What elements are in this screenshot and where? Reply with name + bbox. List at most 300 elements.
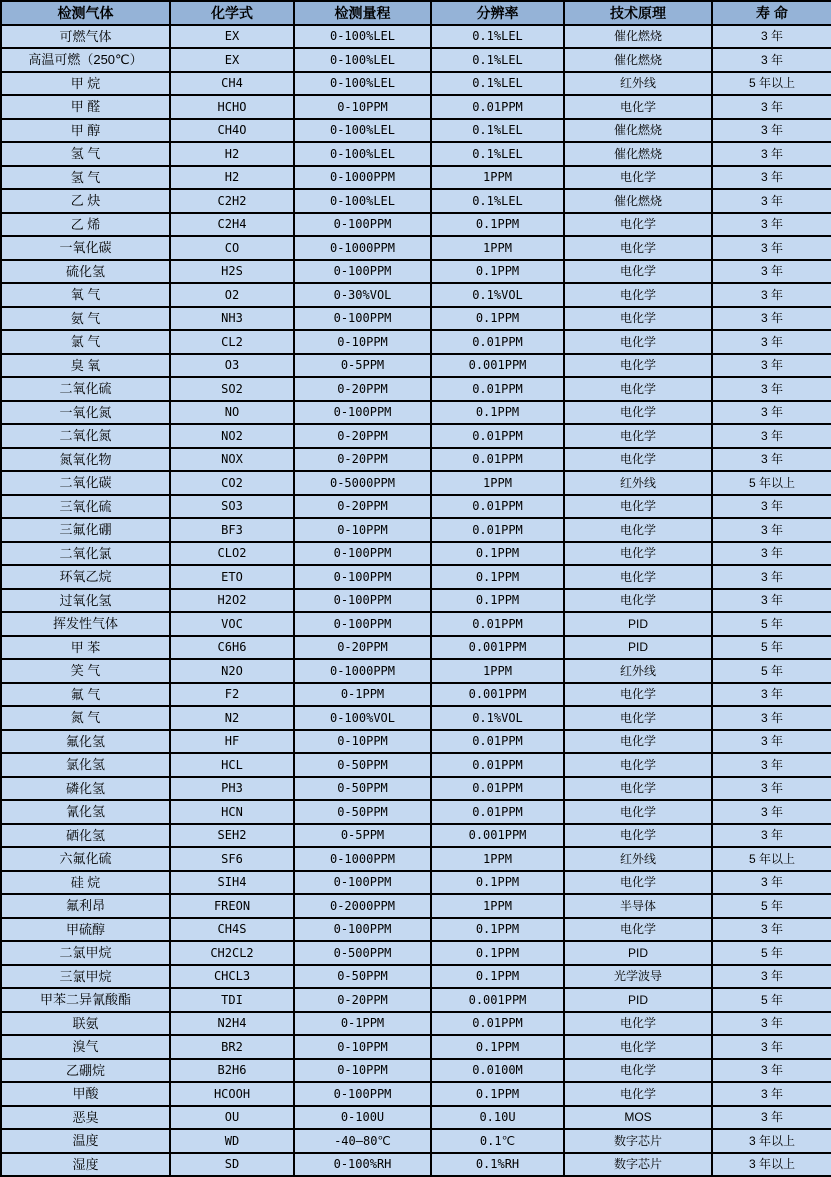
table-row	[1, 918, 831, 942]
cell-formula: EX	[170, 25, 294, 49]
cell-formula: SF6	[170, 847, 294, 871]
table-row	[1, 236, 831, 260]
cell-life: 3 年	[712, 424, 831, 448]
cell-life: 3 年	[712, 377, 831, 401]
cell-res: 0.1PPM	[431, 589, 564, 613]
cell-res: 1PPM	[431, 894, 564, 918]
cell-gas: 甲 烷	[1, 72, 170, 96]
cell-life: 3 年	[712, 918, 831, 942]
cell-range: 0-100%LEL	[294, 72, 431, 96]
cell-tech: 数字芯片	[564, 1129, 712, 1153]
cell-life: 3 年	[712, 307, 831, 331]
cell-range: 0-1000PPM	[294, 236, 431, 260]
cell-formula: CH4	[170, 72, 294, 96]
cell-res: 0.1%LEL	[431, 72, 564, 96]
cell-formula: O3	[170, 354, 294, 378]
cell-res: 0.1PPM	[431, 307, 564, 331]
cell-range: 0-10PPM	[294, 95, 431, 119]
cell-range: 0-20PPM	[294, 377, 431, 401]
cell-life: 5 年以上	[712, 72, 831, 96]
cell-res: 0.01PPM	[431, 330, 564, 354]
cell-range: 0-20PPM	[294, 424, 431, 448]
table-row	[1, 283, 831, 307]
cell-gas: 一氧化氮	[1, 401, 170, 425]
cell-life: 3 年	[712, 800, 831, 824]
cell-life: 3 年	[712, 753, 831, 777]
cell-tech: 电化学	[564, 260, 712, 284]
cell-range: 0-5PPM	[294, 824, 431, 848]
cell-formula: SO3	[170, 495, 294, 519]
cell-life: 5 年以上	[712, 847, 831, 871]
cell-formula: N2	[170, 706, 294, 730]
cell-formula: CHCL3	[170, 965, 294, 989]
cell-formula: H2	[170, 166, 294, 190]
cell-res: 0.1PPM	[431, 918, 564, 942]
cell-tech: 电化学	[564, 824, 712, 848]
cell-range: 0-10PPM	[294, 1035, 431, 1059]
cell-life: 5 年	[712, 941, 831, 965]
cell-tech: 电化学	[564, 589, 712, 613]
cell-formula: HF	[170, 730, 294, 754]
cell-range: 0-50PPM	[294, 800, 431, 824]
table-row	[1, 330, 831, 354]
table-row	[1, 1082, 831, 1106]
cell-tech: 电化学	[564, 166, 712, 190]
cell-formula: N2H4	[170, 1012, 294, 1036]
cell-range: 0-1PPM	[294, 683, 431, 707]
cell-gas: 高温可燃（250℃）	[1, 48, 170, 72]
cell-formula: NH3	[170, 307, 294, 331]
cell-tech: 电化学	[564, 730, 712, 754]
cell-gas: 六氟化硫	[1, 847, 170, 871]
table-row	[1, 72, 831, 96]
table-row	[1, 448, 831, 472]
cell-life: 3 年	[712, 283, 831, 307]
cell-res: 1PPM	[431, 847, 564, 871]
table-row	[1, 495, 831, 519]
table-row	[1, 424, 831, 448]
table-row	[1, 260, 831, 284]
cell-life: 3 年	[712, 236, 831, 260]
cell-res: 0.1%VOL	[431, 283, 564, 307]
cell-range: 0-100PPM	[294, 565, 431, 589]
cell-range: 0-1000PPM	[294, 166, 431, 190]
cell-formula: OU	[170, 1106, 294, 1130]
cell-tech: 催化燃烧	[564, 25, 712, 49]
cell-life: 3 年	[712, 330, 831, 354]
cell-res: 0.1PPM	[431, 871, 564, 895]
cell-tech: 电化学	[564, 683, 712, 707]
cell-tech: 电化学	[564, 330, 712, 354]
cell-formula: N2O	[170, 659, 294, 683]
cell-gas: 磷化氢	[1, 777, 170, 801]
cell-formula: HCHO	[170, 95, 294, 119]
cell-life: 3 年	[712, 1059, 831, 1083]
cell-range: 0-50PPM	[294, 777, 431, 801]
cell-gas: 氧 气	[1, 283, 170, 307]
cell-tech: 催化燃烧	[564, 142, 712, 166]
cell-range: 0-50PPM	[294, 753, 431, 777]
cell-life: 3 年	[712, 401, 831, 425]
cell-life: 5 年	[712, 988, 831, 1012]
table-row	[1, 1035, 831, 1059]
cell-tech: 红外线	[564, 72, 712, 96]
cell-life: 3 年	[712, 542, 831, 566]
table-row	[1, 894, 831, 918]
table-row	[1, 307, 831, 331]
cell-tech: 电化学	[564, 542, 712, 566]
cell-life: 3 年	[712, 354, 831, 378]
cell-tech: 电化学	[564, 800, 712, 824]
table-row	[1, 189, 831, 213]
cell-formula: H2O2	[170, 589, 294, 613]
cell-range: 0-100PPM	[294, 307, 431, 331]
cell-res: 0.1%RH	[431, 1153, 564, 1177]
cell-life: 3 年	[712, 871, 831, 895]
cell-range: 0-1PPM	[294, 1012, 431, 1036]
table-row	[1, 988, 831, 1012]
cell-res: 0.1%LEL	[431, 25, 564, 49]
cell-gas: 甲 苯	[1, 636, 170, 660]
cell-res: 0.001PPM	[431, 683, 564, 707]
table-row	[1, 1059, 831, 1083]
cell-formula: NO2	[170, 424, 294, 448]
table-row	[1, 48, 831, 72]
cell-formula: B2H6	[170, 1059, 294, 1083]
table-row	[1, 471, 831, 495]
cell-formula: SEH2	[170, 824, 294, 848]
table-row	[1, 965, 831, 989]
cell-formula: EX	[170, 48, 294, 72]
column-header-tech: 技术原理	[564, 1, 712, 25]
cell-gas: 硫化氢	[1, 260, 170, 284]
column-header-range: 检测量程	[294, 1, 431, 25]
cell-res: 0.001PPM	[431, 824, 564, 848]
cell-res: 0.1PPM	[431, 260, 564, 284]
cell-gas: 三氟化硼	[1, 518, 170, 542]
table-row	[1, 612, 831, 636]
cell-life: 3 年	[712, 565, 831, 589]
cell-res: 0.1PPM	[431, 1082, 564, 1106]
cell-tech: 催化燃烧	[564, 189, 712, 213]
cell-range: 0-100PPM	[294, 612, 431, 636]
cell-gas: 氢 气	[1, 166, 170, 190]
cell-res: 0.001PPM	[431, 988, 564, 1012]
table-row	[1, 800, 831, 824]
cell-res: 0.01PPM	[431, 448, 564, 472]
table-row	[1, 589, 831, 613]
cell-gas: 氰化氢	[1, 800, 170, 824]
cell-res: 0.0100M	[431, 1059, 564, 1083]
header-row	[1, 1, 831, 25]
table-row	[1, 142, 831, 166]
cell-formula: SIH4	[170, 871, 294, 895]
cell-life: 3 年	[712, 730, 831, 754]
cell-range: 0-10PPM	[294, 730, 431, 754]
cell-tech: PID	[564, 941, 712, 965]
cell-tech: 电化学	[564, 495, 712, 519]
cell-formula: PH3	[170, 777, 294, 801]
cell-range: 0-5PPM	[294, 354, 431, 378]
cell-tech: 催化燃烧	[564, 119, 712, 143]
cell-res: 0.1℃	[431, 1129, 564, 1153]
table-row	[1, 824, 831, 848]
cell-gas: 三氧化硫	[1, 495, 170, 519]
cell-res: 0.10U	[431, 1106, 564, 1130]
cell-tech: 红外线	[564, 659, 712, 683]
cell-formula: C2H4	[170, 213, 294, 237]
table-row	[1, 730, 831, 754]
cell-life: 3 年	[712, 589, 831, 613]
cell-formula: H2S	[170, 260, 294, 284]
cell-range: 0-100%RH	[294, 1153, 431, 1177]
cell-formula: SO2	[170, 377, 294, 401]
cell-tech: PID	[564, 988, 712, 1012]
cell-res: 0.01PPM	[431, 377, 564, 401]
cell-formula: VOC	[170, 612, 294, 636]
cell-range: 0-100PPM	[294, 213, 431, 237]
table-row	[1, 683, 831, 707]
cell-gas: 可燃气体	[1, 25, 170, 49]
cell-gas: 氟化氢	[1, 730, 170, 754]
cell-range: 0-10PPM	[294, 1059, 431, 1083]
cell-res: 0.1PPM	[431, 213, 564, 237]
cell-gas: 温度	[1, 1129, 170, 1153]
column-header-gas: 检测气体	[1, 1, 170, 25]
cell-range: 0-50PPM	[294, 965, 431, 989]
cell-gas: 甲 醇	[1, 119, 170, 143]
cell-res: 0.01PPM	[431, 800, 564, 824]
cell-gas: 甲硫醇	[1, 918, 170, 942]
cell-gas: 过氧化氢	[1, 589, 170, 613]
cell-tech: 电化学	[564, 95, 712, 119]
table-row	[1, 377, 831, 401]
cell-tech: 电化学	[564, 565, 712, 589]
cell-tech: 电化学	[564, 753, 712, 777]
cell-range: 0-2000PPM	[294, 894, 431, 918]
table-row	[1, 659, 831, 683]
cell-tech: 光学波导	[564, 965, 712, 989]
table-row	[1, 636, 831, 660]
cell-life: 3 年以上	[712, 1153, 831, 1177]
cell-life: 3 年	[712, 48, 831, 72]
cell-res: 0.1PPM	[431, 1035, 564, 1059]
cell-range: 0-100%VOL	[294, 706, 431, 730]
cell-gas: 氨 气	[1, 307, 170, 331]
cell-range: -40—80℃	[294, 1129, 431, 1153]
cell-gas: 乙 烯	[1, 213, 170, 237]
cell-tech: 电化学	[564, 1035, 712, 1059]
cell-tech: 电化学	[564, 448, 712, 472]
cell-formula: HCOOH	[170, 1082, 294, 1106]
cell-range: 0-100%LEL	[294, 48, 431, 72]
cell-res: 0.01PPM	[431, 612, 564, 636]
cell-life: 5 年	[712, 636, 831, 660]
cell-life: 3 年	[712, 260, 831, 284]
cell-gas: 氮氧化物	[1, 448, 170, 472]
cell-range: 0-100PPM	[294, 871, 431, 895]
cell-res: 0.01PPM	[431, 753, 564, 777]
cell-res: 0.1%LEL	[431, 189, 564, 213]
cell-life: 5 年	[712, 894, 831, 918]
table-row	[1, 941, 831, 965]
cell-formula: CO	[170, 236, 294, 260]
cell-res: 0.01PPM	[431, 777, 564, 801]
cell-gas: 湿度	[1, 1153, 170, 1177]
cell-res: 0.1%LEL	[431, 119, 564, 143]
cell-range: 0-100%LEL	[294, 189, 431, 213]
cell-gas: 笑 气	[1, 659, 170, 683]
cell-range: 0-5000PPM	[294, 471, 431, 495]
cell-formula: CLO2	[170, 542, 294, 566]
cell-gas: 溴气	[1, 1035, 170, 1059]
cell-formula: WD	[170, 1129, 294, 1153]
cell-formula: BR2	[170, 1035, 294, 1059]
cell-range: 0-100PPM	[294, 918, 431, 942]
cell-tech: 电化学	[564, 706, 712, 730]
cell-life: 3 年	[712, 119, 831, 143]
cell-life: 5 年以上	[712, 471, 831, 495]
table-row	[1, 119, 831, 143]
cell-tech: PID	[564, 612, 712, 636]
column-header-formula: 化学式	[170, 1, 294, 25]
cell-formula: CH4S	[170, 918, 294, 942]
cell-gas: 甲 醛	[1, 95, 170, 119]
cell-res: 1PPM	[431, 236, 564, 260]
cell-life: 3 年	[712, 1082, 831, 1106]
cell-gas: 氮 气	[1, 706, 170, 730]
table-header	[1, 1, 831, 25]
cell-formula: BF3	[170, 518, 294, 542]
cell-tech: 电化学	[564, 213, 712, 237]
cell-range: 0-20PPM	[294, 448, 431, 472]
cell-gas: 氯化氢	[1, 753, 170, 777]
cell-gas: 臭 氧	[1, 354, 170, 378]
cell-life: 3 年	[712, 965, 831, 989]
cell-formula: O2	[170, 283, 294, 307]
cell-gas: 二氧化氯	[1, 542, 170, 566]
cell-life: 3 年	[712, 824, 831, 848]
cell-tech: 数字芯片	[564, 1153, 712, 1177]
table-row	[1, 847, 831, 871]
cell-life: 3 年	[712, 142, 831, 166]
cell-tech: 电化学	[564, 1082, 712, 1106]
cell-gas: 硅 烷	[1, 871, 170, 895]
table-row	[1, 1129, 831, 1153]
cell-res: 0.1%VOL	[431, 706, 564, 730]
table-row	[1, 753, 831, 777]
cell-tech: 红外线	[564, 471, 712, 495]
cell-gas: 环氧乙烷	[1, 565, 170, 589]
cell-formula: CH2CL2	[170, 941, 294, 965]
cell-res: 1PPM	[431, 471, 564, 495]
table-body	[1, 25, 831, 1177]
cell-life: 3 年	[712, 706, 831, 730]
cell-tech: 电化学	[564, 918, 712, 942]
cell-res: 0.01PPM	[431, 518, 564, 542]
cell-formula: NO	[170, 401, 294, 425]
cell-gas: 二氯甲烷	[1, 941, 170, 965]
table-row	[1, 565, 831, 589]
cell-range: 0-100PPM	[294, 260, 431, 284]
cell-range: 0-20PPM	[294, 495, 431, 519]
cell-gas: 乙 炔	[1, 189, 170, 213]
table-row	[1, 1106, 831, 1130]
cell-res: 0.1PPM	[431, 941, 564, 965]
table-row	[1, 518, 831, 542]
cell-formula: H2	[170, 142, 294, 166]
cell-res: 0.01PPM	[431, 495, 564, 519]
cell-formula: F2	[170, 683, 294, 707]
cell-tech: 电化学	[564, 424, 712, 448]
cell-tech: 电化学	[564, 307, 712, 331]
cell-life: 5 年	[712, 659, 831, 683]
cell-life: 3 年	[712, 1012, 831, 1036]
column-header-life: 寿 命	[712, 1, 831, 25]
cell-range: 0-10PPM	[294, 330, 431, 354]
cell-gas: 三氯甲烷	[1, 965, 170, 989]
cell-formula: HCL	[170, 753, 294, 777]
cell-tech: 电化学	[564, 777, 712, 801]
table-row	[1, 25, 831, 49]
cell-formula: HCN	[170, 800, 294, 824]
cell-range: 0-100U	[294, 1106, 431, 1130]
cell-formula: TDI	[170, 988, 294, 1012]
cell-range: 0-1000PPM	[294, 659, 431, 683]
cell-range: 0-20PPM	[294, 988, 431, 1012]
cell-formula: SD	[170, 1153, 294, 1177]
cell-life: 3 年	[712, 777, 831, 801]
cell-life: 3 年	[712, 189, 831, 213]
cell-res: 0.01PPM	[431, 1012, 564, 1036]
table-row	[1, 213, 831, 237]
cell-life: 3 年	[712, 1035, 831, 1059]
cell-res: 0.01PPM	[431, 730, 564, 754]
cell-life: 3 年	[712, 1106, 831, 1130]
cell-range: 0-100PPM	[294, 1082, 431, 1106]
cell-tech: 电化学	[564, 1012, 712, 1036]
cell-range: 0-100PPM	[294, 542, 431, 566]
cell-formula: NOX	[170, 448, 294, 472]
cell-range: 0-30%VOL	[294, 283, 431, 307]
cell-gas: 氯 气	[1, 330, 170, 354]
cell-life: 5 年	[712, 612, 831, 636]
cell-res: 0.001PPM	[431, 636, 564, 660]
table-row	[1, 95, 831, 119]
cell-range: 0-20PPM	[294, 636, 431, 660]
cell-formula: CO2	[170, 471, 294, 495]
cell-res: 1PPM	[431, 659, 564, 683]
cell-gas: 恶臭	[1, 1106, 170, 1130]
cell-life: 3 年	[712, 213, 831, 237]
table-row	[1, 871, 831, 895]
cell-life: 3 年	[712, 495, 831, 519]
cell-tech: 电化学	[564, 871, 712, 895]
cell-life: 3 年	[712, 25, 831, 49]
table-row	[1, 166, 831, 190]
cell-life: 3 年	[712, 95, 831, 119]
cell-tech: 催化燃烧	[564, 48, 712, 72]
cell-tech: 电化学	[564, 354, 712, 378]
cell-tech: PID	[564, 636, 712, 660]
cell-range: 0-500PPM	[294, 941, 431, 965]
cell-res: 0.1%LEL	[431, 48, 564, 72]
cell-tech: 电化学	[564, 401, 712, 425]
cell-gas: 二氧化硫	[1, 377, 170, 401]
cell-gas: 硒化氢	[1, 824, 170, 848]
cell-res: 0.01PPM	[431, 424, 564, 448]
cell-res: 0.1%LEL	[431, 142, 564, 166]
